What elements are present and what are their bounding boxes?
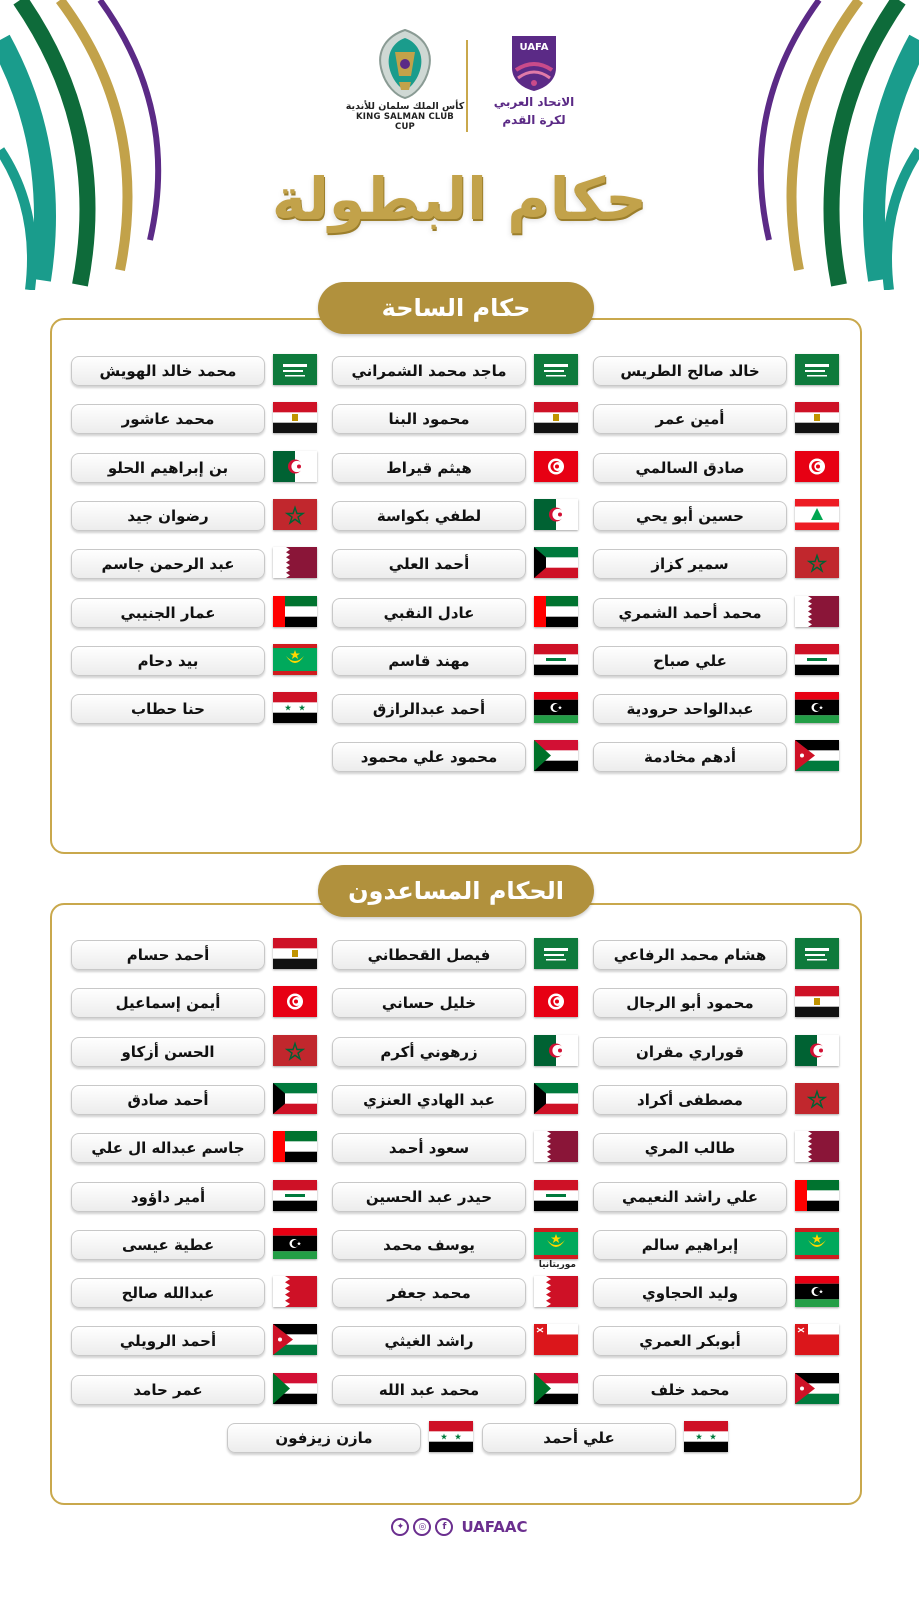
flag-libya-icon xyxy=(795,1276,839,1307)
assistants-name: قوراري مقران xyxy=(593,1037,787,1067)
flag-jordan-icon xyxy=(795,740,839,771)
flag-uae-icon xyxy=(273,1131,317,1162)
referees-entry xyxy=(593,739,839,774)
referees-entry xyxy=(332,595,578,630)
flag-sudan-icon xyxy=(273,1373,317,1404)
assistants-entry xyxy=(71,1034,317,1069)
flag-algeria-icon xyxy=(534,499,578,530)
flag-tunisia-icon xyxy=(534,451,578,482)
assistants-entry xyxy=(332,1323,578,1358)
referees-name: حسين أبو يحي xyxy=(593,501,787,531)
facebook-icon[interactable]: f xyxy=(435,1518,453,1536)
assistants-entry xyxy=(332,1275,578,1310)
referees-entry xyxy=(71,643,317,678)
uafa-shield-icon xyxy=(510,34,558,92)
referees-entry xyxy=(71,691,317,726)
flag-syria-icon xyxy=(684,1421,728,1452)
flag-morocco-icon xyxy=(795,1083,839,1114)
assistants-name: جاسم عبداله ال علي xyxy=(71,1133,265,1163)
svg-text:UAFA: UAFA xyxy=(519,42,549,53)
assistants-name: محمد عبد الله xyxy=(332,1375,526,1405)
assistants-name: عبد الهادي العنزي xyxy=(332,1085,526,1115)
flag-saudi-arabia-icon xyxy=(534,354,578,385)
referees-entry xyxy=(71,353,317,388)
assistants-entry xyxy=(71,1130,317,1165)
referees-entry xyxy=(593,595,839,630)
flag-qatar-icon xyxy=(795,1131,839,1162)
social-handle[interactable]: UAFAAC xyxy=(461,1518,528,1536)
assistants-name: مصطفى أكراد xyxy=(593,1085,787,1115)
assistants-entry xyxy=(71,1082,317,1117)
assistants-entry xyxy=(71,1179,317,1214)
flag-mauritania-icon xyxy=(795,1228,839,1259)
assistants-entry xyxy=(593,1034,839,1069)
assistants-entry xyxy=(332,1179,578,1214)
flag-iraq-icon xyxy=(534,1180,578,1211)
referees-entry xyxy=(71,450,317,485)
referees-name: بن إبراهيم الحلو xyxy=(71,453,265,483)
referees-entry xyxy=(593,546,839,581)
referees-name: عبد الرحمن جاسم xyxy=(71,549,265,579)
flag-saudi-arabia-icon xyxy=(795,938,839,969)
flag-egypt-icon xyxy=(534,402,578,433)
assistants-name: إبراهيم سالم xyxy=(593,1230,787,1260)
flag-tunisia-icon xyxy=(534,986,578,1017)
referees-name: علي صباح xyxy=(593,646,787,676)
twitter-icon[interactable]: ✦ xyxy=(391,1518,409,1536)
flag-syria-icon xyxy=(273,692,317,723)
flag-tunisia-icon xyxy=(795,451,839,482)
assistants-entry xyxy=(593,1323,839,1358)
assistants-entry xyxy=(593,1130,839,1165)
assistants-entry xyxy=(332,985,578,1020)
assistants-entry xyxy=(593,1082,839,1117)
referees-entry xyxy=(332,691,578,726)
flag-libya-icon xyxy=(534,692,578,723)
footer xyxy=(0,1515,919,1539)
uafa-name-line1: الاتحاد العربي xyxy=(493,95,575,109)
assistants-entry xyxy=(227,1420,473,1455)
assistants-entry xyxy=(71,1372,317,1407)
assistants-entry xyxy=(332,1034,578,1069)
referees-entry xyxy=(332,353,578,388)
assistants-entry xyxy=(71,1275,317,1310)
assistants-name: أمير داؤود xyxy=(71,1182,265,1212)
assistants-entry xyxy=(332,1227,578,1270)
assistants-name: عمر حامد xyxy=(71,1375,265,1405)
flag-morocco-icon xyxy=(795,547,839,578)
flag-oman-icon xyxy=(534,1324,578,1355)
flag-iraq-icon xyxy=(795,644,839,675)
assistants-entry xyxy=(332,937,578,972)
flag-lebanon-icon xyxy=(795,499,839,530)
referees-name: أحمد عبدالرازق xyxy=(332,694,526,724)
referees-entry xyxy=(332,643,578,678)
assistants-name: محمد خلف xyxy=(593,1375,787,1405)
referees-name: سمير كزاز xyxy=(593,549,787,579)
referees-entry xyxy=(332,450,578,485)
flag-morocco-icon xyxy=(273,1035,317,1066)
assistants-name: محمود أبو الرجال xyxy=(593,988,787,1018)
referees-section-title: حكام الساحة xyxy=(318,282,594,334)
assistants-name: الحسن أزكاو xyxy=(71,1037,265,1067)
assistants-name: وليد الحجاوي xyxy=(593,1278,787,1308)
assistants-entry xyxy=(593,1179,839,1214)
referees-name: أمين عمر xyxy=(593,404,787,434)
referees-name: خالد صالح الطريس xyxy=(593,356,787,386)
flag-iraq-icon xyxy=(273,1180,317,1211)
flag-caption: موريتانيا xyxy=(538,1259,576,1270)
flag-jordan-icon xyxy=(273,1324,317,1355)
king-salman-cup-logo xyxy=(345,28,465,138)
referees-name: عمار الجنيبي xyxy=(71,598,265,628)
cup-name-arabic: كأس الملك سلمان للأندية xyxy=(345,101,465,112)
page-title: حكام البطولة xyxy=(271,165,648,233)
referees-entry xyxy=(593,353,839,388)
referees-entry xyxy=(71,546,317,581)
referees-entry xyxy=(593,401,839,436)
assistants-entry xyxy=(482,1420,728,1455)
referees-name: عادل النقبي xyxy=(332,598,526,628)
flag-egypt-icon xyxy=(795,402,839,433)
cup-name-english: KING SALMAN CLUB CUP xyxy=(356,112,454,132)
flag-saudi-arabia-icon xyxy=(795,354,839,385)
assistants-name: خليل حساني xyxy=(332,988,526,1018)
referees-entry xyxy=(71,595,317,630)
referees-entry xyxy=(71,498,317,533)
referees-name: محمد عاشور xyxy=(71,404,265,434)
referees-name: أحمد العلي xyxy=(332,549,526,579)
flag-uae-icon xyxy=(534,596,578,627)
assistants-name: علي أحمد xyxy=(482,1423,676,1453)
referees-name: لطفي بكواسة xyxy=(332,501,526,531)
flag-bahrain-icon xyxy=(273,1276,317,1307)
assistants-section-title: الحكام المساعدون xyxy=(318,865,594,917)
flag-syria-icon xyxy=(429,1421,473,1452)
flag-kuwait-icon xyxy=(273,1083,317,1114)
flag-libya-icon xyxy=(795,692,839,723)
flag-mauritania-icon xyxy=(534,1228,578,1259)
assistants-name: طالب المري xyxy=(593,1133,787,1163)
assistants-name: هشام محمد الرفاعي xyxy=(593,940,787,970)
logo-divider xyxy=(466,40,468,132)
flag-oman-icon xyxy=(795,1324,839,1355)
assistants-name: فيصل القحطاني xyxy=(332,940,526,970)
flag-bahrain-icon xyxy=(534,1276,578,1307)
assistants-entry xyxy=(332,1082,578,1117)
flag-qatar-icon xyxy=(795,596,839,627)
referees-name: عبدالواحد حرودية xyxy=(593,694,787,724)
referees-name: أدهم مخادمة xyxy=(593,742,787,772)
referees-name: رضوان جيد xyxy=(71,501,265,531)
assistants-name: مازن زيزفون xyxy=(227,1423,421,1453)
flag-jordan-icon xyxy=(795,1373,839,1404)
assistants-name: أبوبكر العمري xyxy=(593,1326,787,1356)
assistants-name: عطية عيسى xyxy=(71,1230,265,1260)
referees-name: حنا حطاب xyxy=(71,694,265,724)
uafa-logo xyxy=(484,34,584,134)
assistants-entry xyxy=(71,937,317,972)
flag-saudi-arabia-icon xyxy=(534,938,578,969)
assistants-name: علي راشد النعيمي xyxy=(593,1182,787,1212)
flag-sudan-icon xyxy=(534,1373,578,1404)
assistants-name: يوسف محمد xyxy=(332,1230,526,1260)
flag-uae-icon xyxy=(795,1180,839,1211)
flag-libya-icon xyxy=(273,1228,317,1259)
referees-name: محمد خالد الهويش xyxy=(71,356,265,386)
flag-qatar-icon xyxy=(534,1131,578,1162)
assistants-name: محمد جعفر xyxy=(332,1278,526,1308)
referees-entry xyxy=(593,450,839,485)
flag-kuwait-icon xyxy=(534,547,578,578)
referees-name: بيد دحام xyxy=(71,646,265,676)
flag-sudan-icon xyxy=(534,740,578,771)
flag-algeria-icon xyxy=(795,1035,839,1066)
flag-saudi-arabia-icon xyxy=(273,354,317,385)
referees-entry xyxy=(71,401,317,436)
instagram-icon[interactable]: ◎ xyxy=(413,1518,431,1536)
flag-algeria-icon xyxy=(534,1035,578,1066)
assistants-entry xyxy=(593,1227,839,1262)
flag-algeria-icon xyxy=(273,451,317,482)
referees-name: محمد أحمد الشمري xyxy=(593,598,787,628)
referees-name: محمود البنا xyxy=(332,404,526,434)
trophy-emblem-icon xyxy=(373,28,437,100)
flag-qatar-icon xyxy=(273,547,317,578)
assistants-name: أحمد حسام xyxy=(71,940,265,970)
referees-name: ماجد محمد الشمراني xyxy=(332,356,526,386)
assistants-entry xyxy=(71,1227,317,1262)
assistants-name: زرهوني أكرم xyxy=(332,1037,526,1067)
referees-name: مهند قاسم xyxy=(332,646,526,676)
header xyxy=(0,28,919,138)
referees-entry xyxy=(332,401,578,436)
assistants-name: راشد الغيثي xyxy=(332,1326,526,1356)
assistants-entry xyxy=(71,1323,317,1358)
assistants-entry xyxy=(593,1275,839,1310)
assistants-entry xyxy=(71,985,317,1020)
referees-entry xyxy=(593,498,839,533)
assistants-name: حيدر عبد الحسين xyxy=(332,1182,526,1212)
assistants-name: أحمد صادق xyxy=(71,1085,265,1115)
referees-name: محمود علي محمود xyxy=(332,742,526,772)
referees-entry xyxy=(332,498,578,533)
assistants-entry xyxy=(332,1372,578,1407)
flag-egypt-icon xyxy=(273,402,317,433)
referees-entry xyxy=(593,643,839,678)
referees-name: صادق السالمي xyxy=(593,453,787,483)
assistants-name: أيمن إسماعيل xyxy=(71,988,265,1018)
referees-entry xyxy=(332,739,578,774)
assistants-name: عبدالله صالح xyxy=(71,1278,265,1308)
flag-tunisia-icon xyxy=(273,986,317,1017)
referees-entry xyxy=(593,691,839,726)
assistants-name: سعود أحمد xyxy=(332,1133,526,1163)
assistants-entry xyxy=(593,985,839,1020)
flag-kuwait-icon xyxy=(534,1083,578,1114)
flag-morocco-icon xyxy=(273,499,317,530)
flag-egypt-icon xyxy=(273,938,317,969)
assistants-entry xyxy=(332,1130,578,1165)
referees-name: هيثم قيراط xyxy=(332,453,526,483)
assistants-entry xyxy=(593,937,839,972)
assistants-entry xyxy=(593,1372,839,1407)
flag-uae-icon xyxy=(273,596,317,627)
flag-egypt-icon xyxy=(795,986,839,1017)
referees-entry xyxy=(332,546,578,581)
flag-mauritania-icon xyxy=(273,644,317,675)
uafa-name-line2: لكرة القدم xyxy=(502,113,566,127)
assistants-name: أحمد الرويلي xyxy=(71,1326,265,1356)
flag-iraq-icon xyxy=(534,644,578,675)
